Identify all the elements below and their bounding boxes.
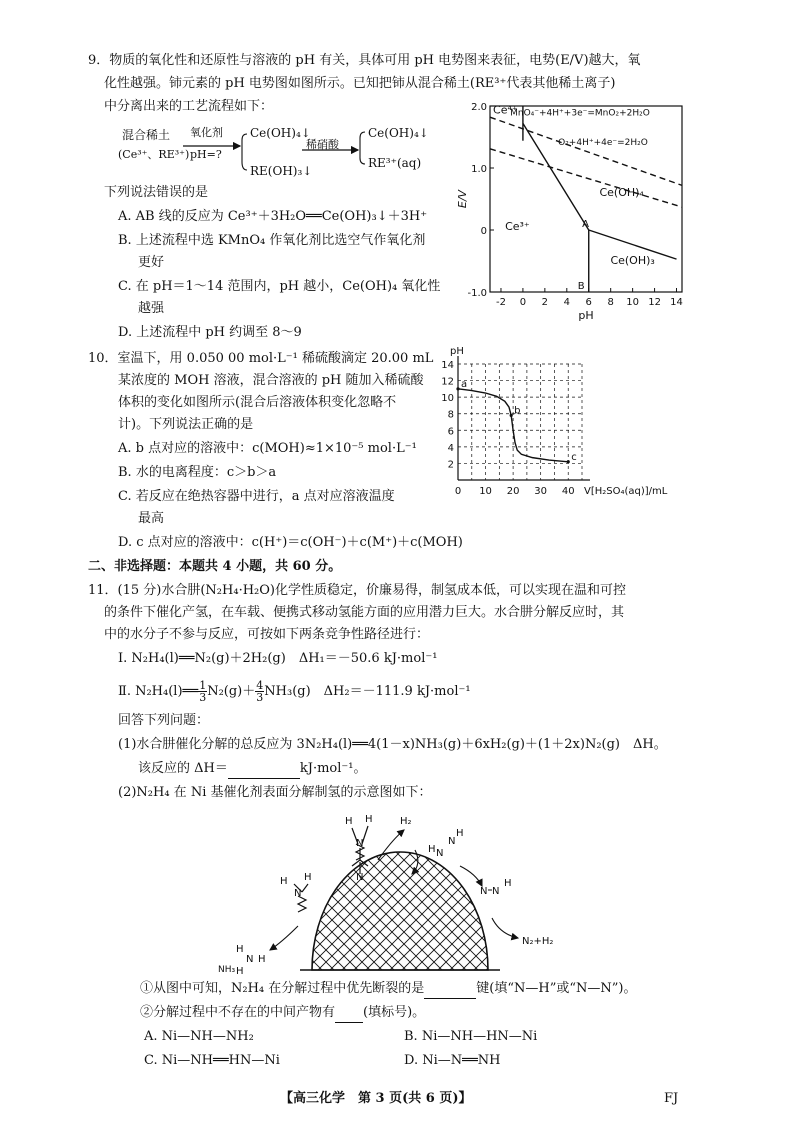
svg-text:H: H	[304, 872, 312, 883]
chart1-xtick-label: 10	[626, 297, 639, 308]
frac1-numerator: 1	[199, 679, 207, 692]
q10-stem-line3: 体积的变化如图所示(混合后溶液体积变化忽略不	[118, 395, 397, 410]
q9-option-b-line1: B. 上述流程中选 KMnO₄ 作氧化剂比选空气作氧化剂	[118, 233, 426, 248]
q11-option-b: B. Ni—NH—HN—Ni	[404, 1029, 538, 1044]
diagram-nh3-label: NH₃	[218, 965, 236, 975]
q10-stem-line2: 某浓度的 MOH 溶液，混合溶液的 pH 随加入稀硫酸	[118, 373, 424, 388]
svg-text:N: N	[436, 848, 444, 859]
svg-text:H: H	[504, 878, 512, 889]
sub1-prefix: ①从图中可知，N₂H₄ 在分解过程中优先断裂的是	[140, 981, 425, 996]
q11-sub1	[140, 980, 636, 999]
q9-option-c-line2: 越强	[138, 301, 165, 316]
diagram-n2h2-label: N₂+H₂	[522, 936, 554, 947]
chart1-region-label: Ce³⁺	[505, 220, 530, 233]
chart1-xtick-label: 0	[519, 297, 527, 308]
q10-option-a: A. b 点对应的溶液中：c(MOH)≈1×10⁻⁵ mol·L⁻¹	[118, 441, 417, 456]
chart2-point-label: b	[514, 405, 521, 417]
q9-option-d: D. 上述流程中 pH 约调至 8～9	[118, 325, 302, 340]
chart1-ytick-label: 0	[480, 226, 487, 237]
q10-stem-line1: 10．室温下，用 0.050 00 mol·L⁻¹ 稀硫酸滴定 20.00 mL	[88, 351, 434, 366]
svg-text:N: N	[246, 954, 254, 965]
chart1-ylabel: E/V	[456, 189, 469, 209]
section-title: 二、非选择题：本题共 4 小题，共 60 分。	[88, 559, 342, 574]
chart2-xtick-label: 20	[506, 486, 520, 497]
chart2-ytick-label: 14	[441, 360, 454, 371]
q11-stem-line3: 中的水分子不参与反应，可按如下两条竞争性路径进行：	[104, 627, 430, 642]
svg-text:N: N	[356, 838, 364, 849]
svg-text:N: N	[492, 886, 500, 897]
chart2-xlabel: V[H₂SO₄(aq)]/mL	[584, 486, 668, 497]
chart1-annotation: MnO₄⁻+4H⁺+3e⁻=MnO₂+2H₂O	[510, 108, 650, 119]
q9-prompt: 下列说法错误的是	[104, 185, 209, 200]
titration-chart	[432, 340, 692, 510]
chart2-ytick-label: 6	[447, 426, 454, 438]
svg-text:H: H	[428, 844, 436, 855]
part1-suffix: kJ·mol⁻¹。	[299, 761, 367, 776]
chart2-xtick-label: 0	[454, 486, 462, 497]
sub2-prefix: ②分解过程中不存在的中间产物有	[140, 1005, 336, 1020]
svg-text:N: N	[480, 886, 488, 897]
chart1-xtick-label: 12	[648, 297, 661, 308]
chart2-point-marker	[567, 460, 570, 463]
chart1-ytick-label: 2.0	[471, 102, 487, 113]
q11-reaction-1: Ⅰ. N₂H₄(l)══N₂(g)＋2H₂(g) ΔH₁＝－50.6 kJ·mol⁻¹	[118, 651, 438, 666]
chart1-region-label: Ce⁴⁺	[493, 103, 518, 117]
chart2-xtick-label: 40	[561, 486, 575, 497]
svg-text:H: H	[365, 814, 373, 825]
reaction2-fraction-1	[198, 680, 207, 703]
chart2-ytick-label: 2	[447, 459, 454, 471]
flow-arrow2-top: 稀硝酸	[306, 138, 339, 151]
ph-potential-chart	[454, 100, 694, 330]
frac1-denominator: 3	[199, 691, 207, 704]
q11-sub2	[140, 1004, 425, 1023]
chart1-point-b: B	[577, 280, 585, 292]
svg-text:N: N	[448, 836, 456, 847]
q11-part2: (2)N₂H₄ 在 Ni 基催化剂表面分解制氢的示意图如下：	[118, 785, 432, 800]
answer-blank-dh[interactable]	[228, 760, 300, 779]
answer-blank-bond[interactable]	[424, 980, 476, 999]
chart2-ytick-label: 8	[447, 409, 454, 421]
q11-part1-blank-line	[138, 760, 366, 779]
q9-option-b-line2: 更好	[138, 255, 165, 270]
reaction2-part-b: N₂(g)＋	[207, 684, 256, 699]
chart1-point-a: A	[582, 218, 590, 230]
chart1-xtick-label: 4	[563, 297, 570, 308]
chart2-ytick-label: 4	[447, 442, 454, 454]
svg-text:N: N	[356, 872, 364, 883]
chart2-ytick-label: 12	[441, 376, 454, 388]
reaction2-fraction-2	[255, 680, 264, 703]
sub1-suffix: 键(填“N—H”或“N—N”)。	[476, 981, 637, 996]
q10-stem-line4: 计)。下列说法正确的是	[118, 417, 254, 432]
svg-text:H: H	[236, 966, 244, 977]
chart1-series-line	[490, 149, 682, 207]
ni-catalyst-surface	[312, 852, 488, 970]
chart1-ytick-label: -1.0	[467, 288, 487, 299]
q11-option-c: C. Ni—NH══HN—Ni	[144, 1053, 280, 1068]
chart1-region-label: Ce(OH)₃	[610, 254, 655, 268]
q9-stem-line1: 9．物质的氧化性和还原性与溶液的 pH 有关，具体可用 pH 电势图来表征，电势(E/V)越大，氧	[88, 53, 641, 68]
reaction2-part-c: NH₃(g) ΔH₂＝－111.9 kJ·mol⁻¹	[264, 684, 471, 699]
q9-stem-line3: 中分离出来的工艺流程如下：	[104, 99, 274, 114]
q11-stem-line2: 的条件下催化产氢，在车载、便携式移动氢能方面的应用潜力巨大。水合肼分解反应时，其	[104, 605, 625, 620]
reaction2-part-a: Ⅱ. N₂H₄(l)══	[118, 684, 199, 699]
chart1-annotation: O₂+4H⁺+4e⁻=2H₂O	[558, 138, 648, 149]
flow-product-3: Ce(OH)₄↓	[368, 126, 429, 140]
catalyst-diagram	[200, 800, 570, 978]
svg-text:H: H	[456, 828, 464, 839]
sub2-suffix: (填标号)。	[363, 1005, 426, 1020]
chart1-xtick-label: -2	[495, 297, 506, 308]
chart2-xtick-label: 30	[534, 486, 548, 497]
chart2-point-marker	[456, 387, 459, 390]
chart1-xtick-label: 8	[607, 297, 614, 308]
flow-product-4: RE³⁺(aq)	[368, 156, 422, 170]
answer-blank-intermediate[interactable]	[335, 1004, 363, 1023]
q11-answer-prompt: 回答下列问题：	[118, 713, 210, 728]
q11-option-d: D. Ni—N══NH	[404, 1053, 501, 1068]
q9-option-a: A. AB 线的反应为 Ce³⁺＋3H₂O══Ce(OH)₃↓＋3H⁺	[118, 209, 428, 224]
q11-part1: (1)水合肼催化分解的总反应为 3N₂H₄(l)══4(1－x)NH₃(g)＋6xH₂(g)＋(1＋2x)N₂(g) ΔH。	[118, 737, 667, 752]
diagram-h2-label: H₂	[400, 816, 412, 827]
svg-text:H: H	[236, 944, 244, 955]
q10-option-d: D. c 点对应的溶液中：c(H⁺)＝c(OH⁻)＋c(M⁺)＋c(MOH)	[118, 535, 463, 550]
q10-option-c-line2: 最高	[138, 511, 165, 526]
q9-option-c-line1: C. 在 pH＝1～14 范围内，pH 越小，Ce(OH)₄ 氧化性	[118, 279, 441, 294]
flow-start-1: 混合稀土	[122, 128, 171, 142]
q11-reaction-2	[118, 680, 471, 703]
svg-text:H: H	[280, 876, 288, 887]
chart1-ytick-label: 1.0	[471, 164, 487, 175]
chart1-xtick-label: 6	[585, 297, 592, 308]
chart1-series-line	[490, 117, 682, 185]
frac2-numerator: 4	[256, 679, 264, 692]
part1-prefix: 该反应的 ΔH＝	[138, 761, 228, 776]
svg-text:N: N	[294, 888, 302, 899]
q11-option-a: A. Ni—NH—NH₂	[144, 1029, 254, 1044]
chart1-xtick-label: 2	[541, 297, 549, 308]
chart1-region-label: Ce(OH)₄	[599, 185, 644, 199]
flow-product-1: Ce(OH)₄↓	[250, 126, 311, 140]
q11-stem-line1: 11．(15 分)水合肼(N₂H₄·H₂O)化学性质稳定，价廉易得，制氢成本低，可以实现在温和可控	[88, 583, 626, 598]
chart2-ylabel: pH	[450, 346, 464, 357]
q10-option-c-line1: C. 若反应在绝热容器中进行，a 点对应溶液温度	[118, 489, 395, 504]
chart2-point-label: a	[461, 378, 468, 390]
page-footer: 【高三化学 第 3 页(共 6 页)】	[280, 1091, 472, 1106]
chart2-point-label: c	[571, 451, 577, 463]
svg-text:H: H	[345, 816, 353, 827]
chart1-xlabel: pH	[578, 309, 594, 322]
svg-text:H: H	[258, 954, 266, 965]
chart2-ytick-label: 10	[441, 393, 454, 405]
q10-option-b: B. 水的电离程度：c＞b＞a	[118, 465, 277, 480]
frac2-denominator: 3	[256, 691, 264, 704]
q9-stem-line2: 化性越强。铈元素的 pH 电势图如图所示。已知把铈从混合稀土(RE³⁺代表其他稀土离子)	[104, 76, 616, 91]
chart2-xtick-label: 10	[479, 486, 492, 497]
paper-code: FJ	[664, 1091, 679, 1106]
flow-product-2: RE(OH)₃↓	[250, 164, 313, 178]
flow-arrow1-top: 氧化剂	[190, 126, 223, 139]
flow-arrow1-bottom: pH=?	[190, 148, 222, 161]
chart2-point-marker	[510, 414, 513, 417]
chart1-xtick-label: 14	[670, 297, 683, 308]
flow-start-2: (Ce³⁺、RE³⁺)	[118, 148, 190, 161]
